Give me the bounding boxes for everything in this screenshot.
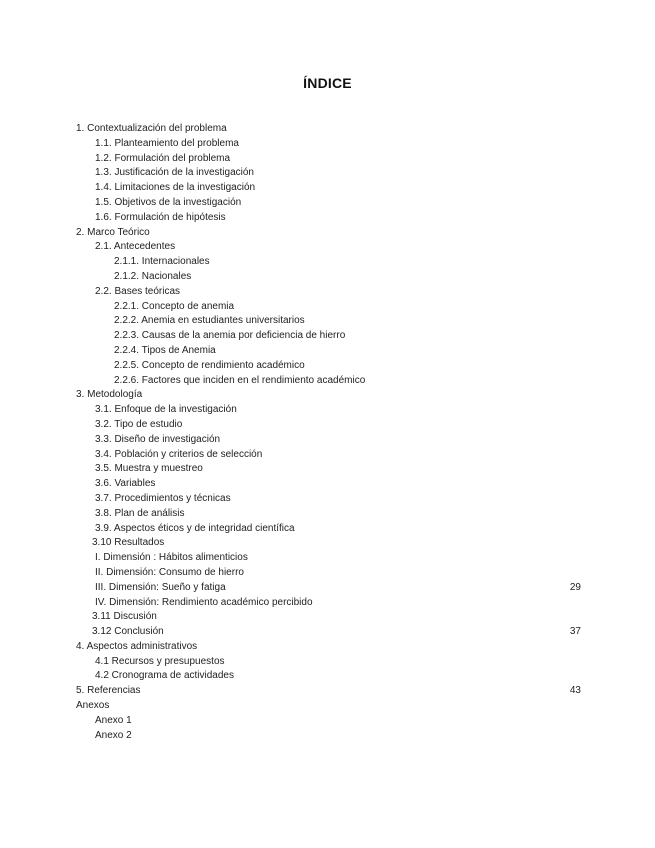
toc-entry-label: IV. Dimensión: Rendimiento académico percibido [95,596,313,608]
toc-entry-label: II. Dimensión: Consumo de hierro [95,566,244,578]
toc-entry-label: 3.8. Plan de análisis [95,507,185,519]
toc-entry [76,625,581,640]
toc-entry [76,181,581,196]
toc-entry [76,137,581,152]
toc-entry-label: 2.1.1. Internacionales [114,256,210,268]
toc-entry [76,211,581,226]
toc-entry [76,729,581,744]
toc-entry-label: 1.6. Formulación de hipótesis [95,211,226,223]
toc-entry [76,329,581,344]
toc-entry-label: 4.2 Cronograma de actividades [95,670,234,682]
toc-entry-label: 2.2.3. Causas de la anemia por deficiencia de hierro [114,330,346,342]
toc-entry-label: 3.7. Procedimientos y técnicas [95,492,231,504]
toc-entry [76,240,581,255]
toc-entry [76,403,581,418]
toc-entry-label: 1.1. Planteamiento del problema [95,137,239,149]
toc-entry [76,314,581,329]
toc-entry-label: 3.6. Variables [95,478,156,490]
toc-entry-page: 37 [569,626,581,638]
toc-entry-label: 4.1 Recursos y presupuestos [95,655,225,667]
toc-entry [76,374,581,389]
toc-entry-label: 2.2.1. Concepto de anemia [114,300,235,312]
toc-entry [76,684,581,699]
toc-entry [76,122,581,137]
toc-entry-label: 2.2.6. Factores que inciden en el rendimiento académico [114,374,366,386]
toc-entry [76,285,581,300]
toc-entry [76,610,581,625]
toc-entry [76,255,581,270]
toc-entry-label: 1.5. Objetivos de la investigación [95,196,242,208]
toc-entry [76,433,581,448]
table-of-contents [76,122,581,743]
toc-entry-label: 2.2.4. Tipos de Anemia [114,344,216,356]
toc-entry-label: 3.11 Discusión [92,611,157,623]
toc-entry-label: 3.9. Aspectos éticos y de integridad científica [95,522,295,534]
toc-entry-label: 3.12 Conclusión [92,626,164,638]
toc-entry [76,536,581,551]
toc-entry [76,418,581,433]
toc-entry [76,669,581,684]
toc-entry-label: 3. Metodología [76,389,143,401]
toc-entry-label: 3.1. Enfoque de la investigación [95,404,237,416]
toc-entry-label: 3.4. Población y criterios de selección [95,448,263,460]
toc-entry [76,388,581,403]
toc-entry [76,448,581,463]
toc-entry [76,226,581,241]
toc-entry [76,566,581,581]
toc-entry-label: 2.2.2. Anemia en estudiantes universitarios [114,315,305,327]
toc-entry-label: 5. Referencias [76,685,141,697]
toc-entry-label: Anexo 1 [95,714,132,726]
toc-entry [76,596,581,611]
toc-entry-label: Anexo 2 [95,729,132,741]
toc-entry [76,551,581,566]
toc-entry [76,166,581,181]
toc-entry-label: Anexos [76,700,110,712]
toc-entry [76,196,581,211]
toc-entry [76,581,581,596]
toc-entry [76,640,581,655]
toc-entry-label: 2.2. Bases teóricas [95,285,181,297]
toc-entry [76,359,581,374]
toc-entry [76,152,581,167]
toc-entry [76,655,581,670]
toc-entry-label: 2.2.5. Concepto de rendimiento académico [114,359,305,371]
toc-entry-label: 1. Contextualización del problema [76,123,227,134]
toc-entry [76,344,581,359]
toc-entry [76,492,581,507]
toc-entry-label: 2. Marco Teórico [76,226,150,238]
toc-entry [76,300,581,315]
toc-entry-page: 29 [569,581,581,593]
toc-entry-label: 2.1.2. Nacionales [114,270,192,282]
toc-entry [76,477,581,492]
page-title: ÍNDICE [303,75,352,91]
toc-entry-label: I. Dimensión : Hábitos alimenticios [95,552,248,564]
toc-entry-label: 2.1. Antecedentes [95,241,176,253]
toc-entry-label: 3.10 Resultados [92,537,165,549]
toc-entry [76,714,581,729]
toc-entry [76,522,581,537]
toc-entry [76,270,581,285]
toc-entry-label: 4. Aspectos administrativos [76,640,198,652]
toc-entry-label: 3.3. Diseño de investigación [95,433,221,445]
toc-entry [76,699,581,714]
toc-entry-label: 1.2. Formulación del problema [95,152,231,164]
toc-entry-page: 43 [569,685,581,697]
toc-entry-label: 1.4. Limitaciones de la investigación [95,182,256,194]
toc-entry-label: III. Dimensión: Sueño y fatiga [95,581,226,593]
toc-entry-label: 1.3. Justificación de la investigación [95,167,254,179]
toc-entry [76,507,581,522]
toc-entry-label: 3.2. Tipo de estudio [95,418,183,430]
toc-entry [76,462,581,477]
toc-entry-label: 3.5. Muestra y muestreo [95,463,203,475]
